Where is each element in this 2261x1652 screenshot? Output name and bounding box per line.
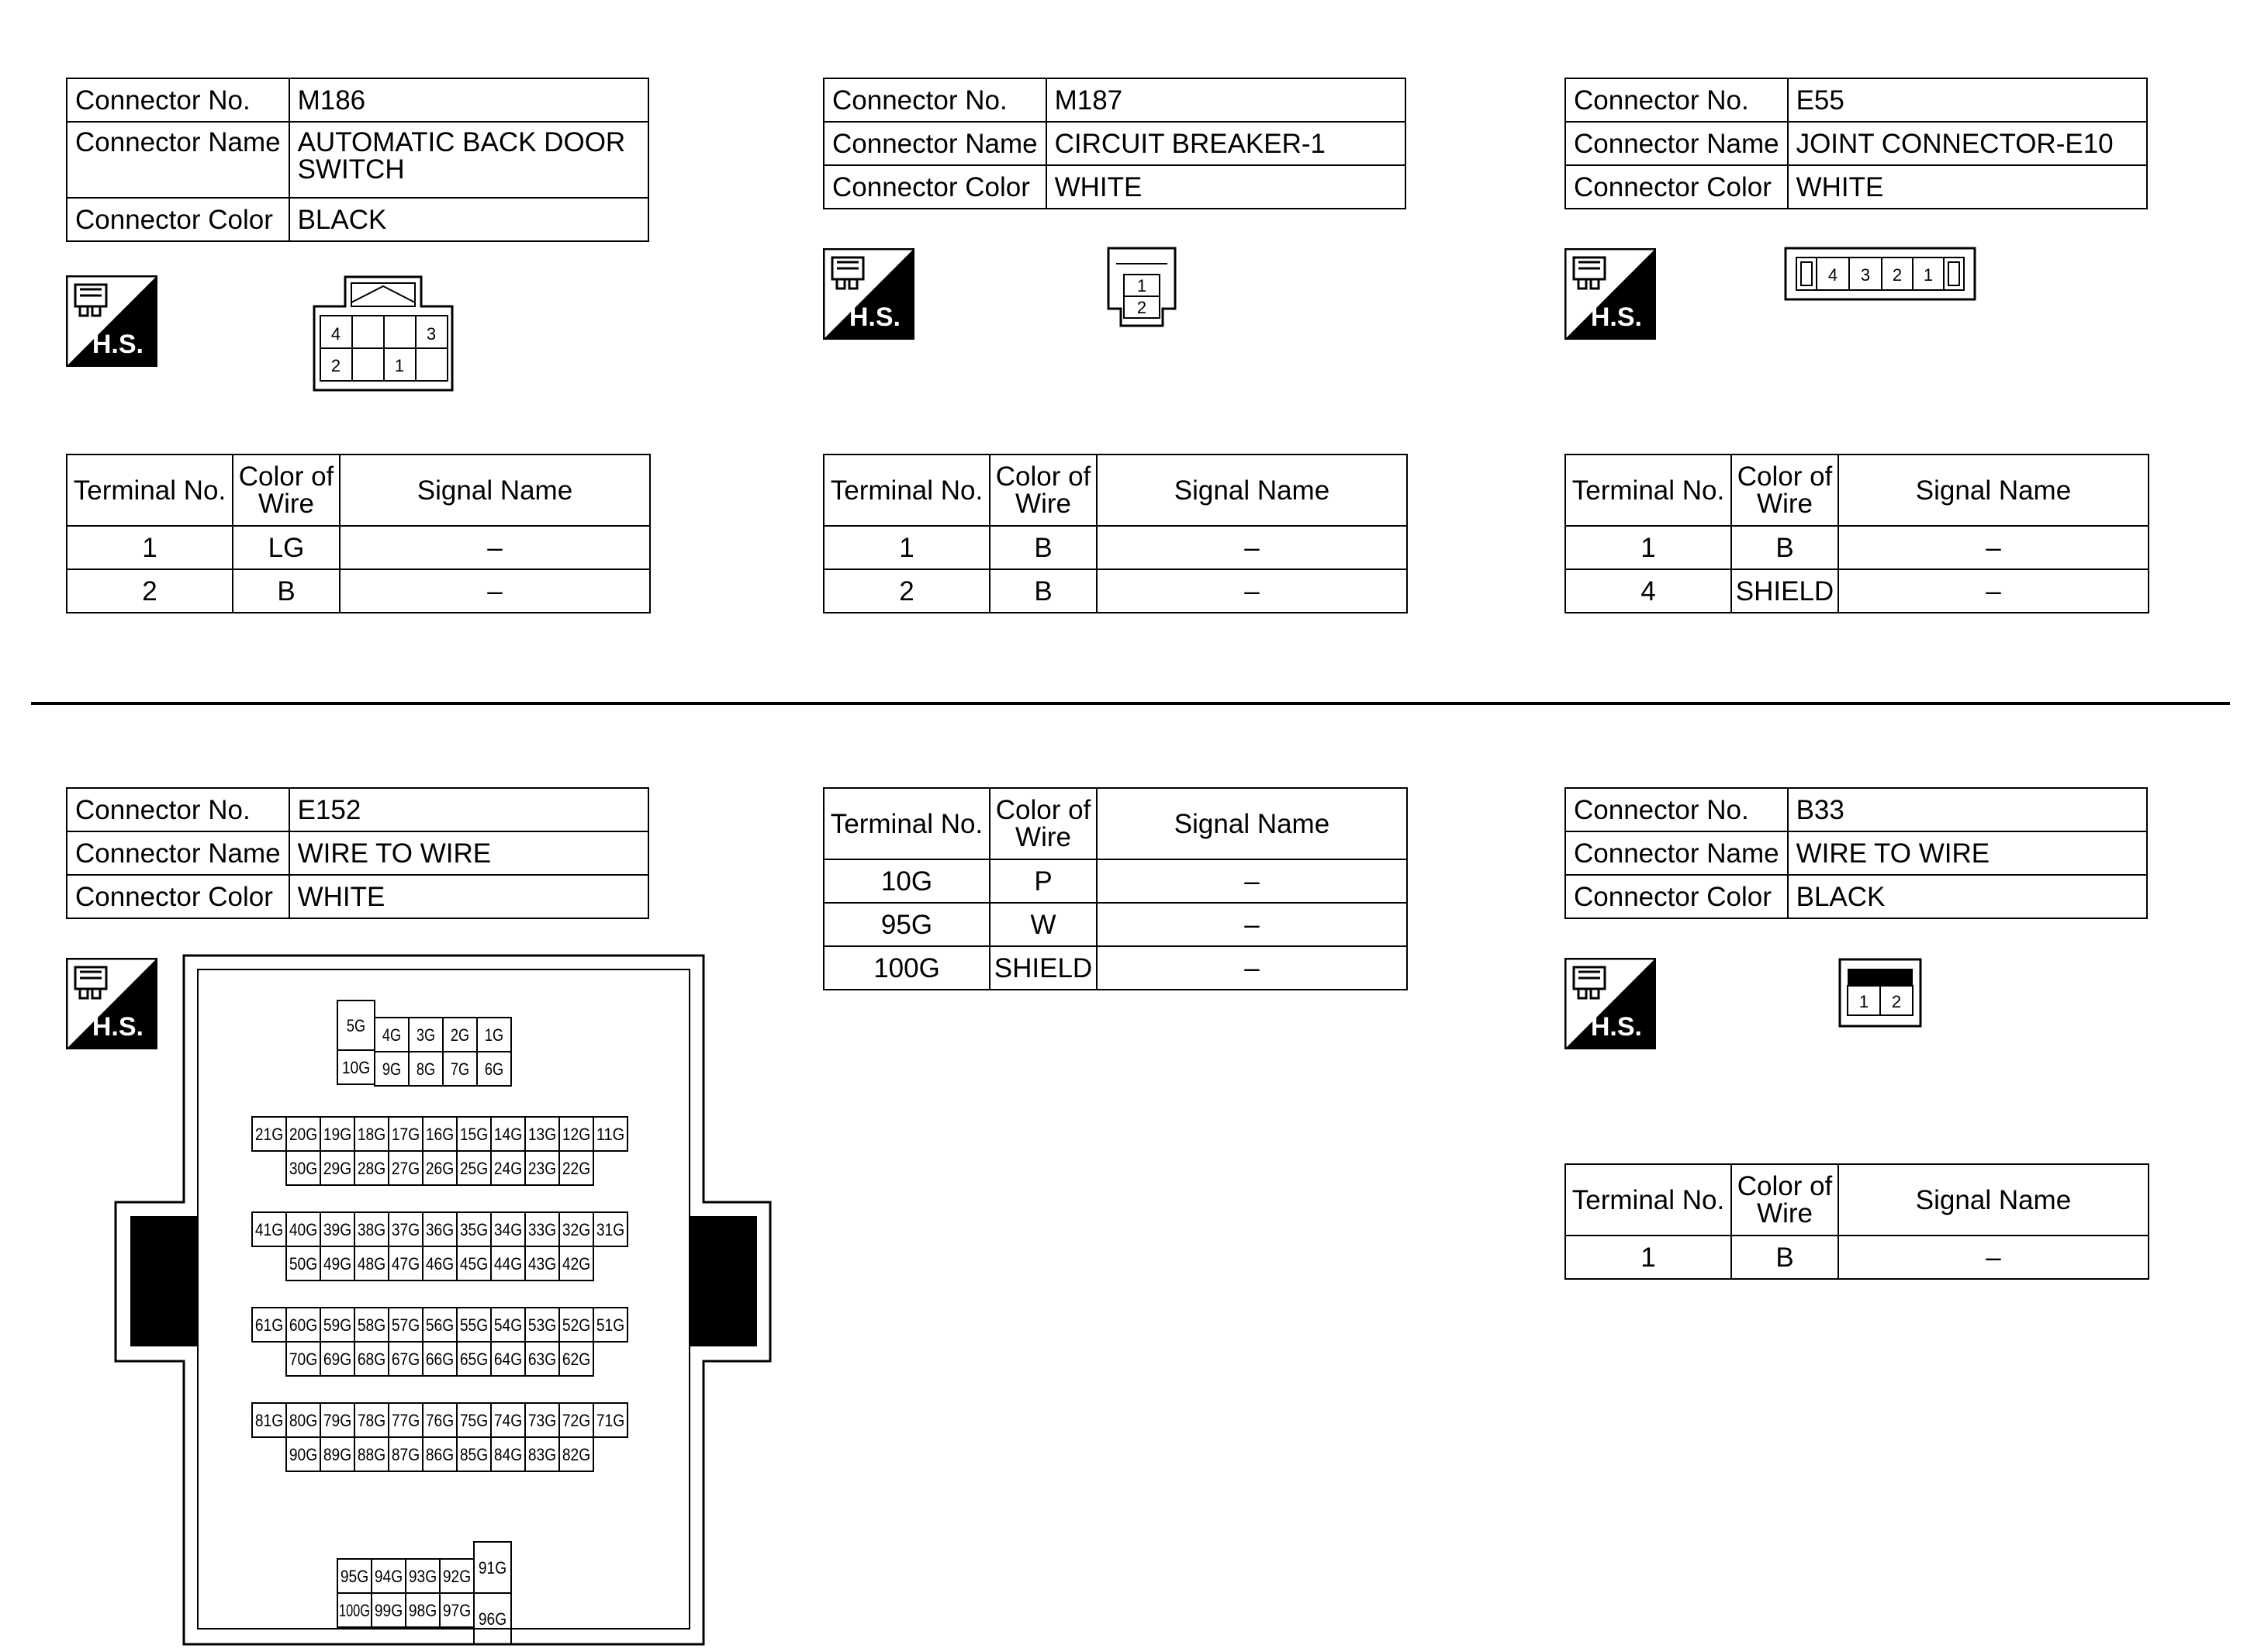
harness-side-icon [66,275,157,367]
wire-color-cell: W [990,903,1097,946]
pin-label: 75G [459,1410,489,1430]
signal-name-header: Signal Name [1838,1164,2149,1236]
pin-label: 64G [493,1349,523,1369]
pin-label: 12G [562,1124,591,1144]
pin-label: 1 [394,356,405,375]
table-row [1565,526,2149,569]
pin-label: 22G [562,1158,591,1178]
table-row [824,526,1407,569]
pin-label: 53G [527,1315,557,1335]
connector-no-row [824,78,1405,122]
connector-color-label: Connector Color [67,198,289,241]
pin-label: 49G [323,1253,352,1274]
m187-terminal-table [823,454,1408,613]
pin-label: 50G [289,1253,318,1274]
pin-label: 13G [527,1124,557,1144]
pin-label: 18G [357,1124,386,1144]
pin-label: 78G [357,1410,386,1430]
pin-label: 30G [289,1158,318,1178]
table-row [1565,1236,2149,1279]
pin-label: 43G [527,1253,557,1274]
signal-name-header: Signal Name [1097,454,1407,526]
connector-color-label: Connector Color [824,165,1046,209]
pin-label: 100G [339,1600,370,1620]
color-of-wire-header [1731,1164,1838,1236]
pin-label: 46G [425,1253,455,1274]
terminal-no-header: Terminal No. [824,454,990,526]
pin-label: 45G [459,1253,489,1274]
connector-name-row [1565,831,2147,875]
terminal-table-header [67,454,650,526]
signal-name-cell: – [1097,903,1407,946]
connector-name-label: Connector Name [67,122,289,198]
terminal-no-cell: 1 [1565,526,1731,569]
pin-label: 5G [346,1015,366,1035]
pin-label: 80G [289,1410,318,1430]
pin-label: 61G [254,1315,284,1335]
terminal-no-cell: 100G [824,946,990,990]
pin-label: 63G [527,1349,557,1369]
pin-label: 14G [493,1124,523,1144]
pin-label: 70G [289,1349,318,1369]
pin-label: 51G [596,1315,625,1335]
connector-no-row [67,788,648,831]
terminal-table-header [824,788,1407,859]
color-of-wire-line2: Wire [1015,489,1071,519]
m187-info-table [823,78,1406,209]
pin-label: 16G [425,1124,455,1144]
connector-name-label: Connector Name [67,831,289,875]
pin-label: 15G [459,1124,489,1144]
connector-no-label: Connector No. [67,78,289,122]
connector-name-value: JOINT CONNECTOR-E10 [1788,122,2147,165]
pin-label: 38G [357,1219,386,1239]
pin-label: 76G [425,1410,455,1430]
pin-label: 6G [484,1059,504,1079]
pin-label: 56G [425,1315,455,1335]
connector-no-label: Connector No. [1565,78,1788,122]
color-of-wire-line2: Wire [1015,822,1071,852]
e55-connector-face [1784,247,1978,302]
pin-label: 19G [323,1124,352,1144]
pin-label: 90G [289,1444,318,1464]
color-of-wire-line2: Wire [1757,489,1813,519]
terminal-no-header: Terminal No. [67,454,233,526]
pin-label: 2 [1891,992,1902,1011]
wire-color-cell: SHIELD [1731,569,1838,613]
connector-name-label: Connector Name [1565,122,1788,165]
pin-label: 42G [562,1253,591,1274]
connector-color-row [1565,165,2147,209]
connector-no-value: M186 [289,78,648,122]
color-of-wire-line2: Wire [258,489,314,519]
pin-label: 34G [493,1219,523,1239]
connector-name-line1: AUTOMATIC BACK DOOR [297,127,626,157]
color-of-wire-line1: Color of [995,461,1091,492]
pin-label: 2G [450,1025,470,1045]
pin-label: 10G [341,1057,371,1077]
pin-label: 94G [374,1566,403,1586]
e152-pin-grid [252,1001,627,1644]
wire-color-cell: P [990,859,1097,903]
hs-label: H.S. [1590,302,1642,332]
connector-color-label: Connector Color [1565,165,1788,209]
pin-label: 77G [391,1410,420,1430]
pin-label: 39G [323,1219,352,1239]
connector-color-value: BLACK [289,198,648,241]
pin-label: 59G [323,1315,352,1335]
terminal-no-cell: 1 [67,526,233,569]
connector-name-value: WIRE TO WIRE [289,831,648,875]
pin-label: 23G [527,1158,557,1178]
m186-connector-face [306,275,462,392]
pin-label: 86G [425,1444,455,1464]
color-of-wire-line1: Color of [238,461,334,492]
pin-label: 1 [1136,276,1147,295]
pin-label: 21G [254,1124,284,1144]
connector-no-row [1565,788,2147,831]
e55-terminal-table [1564,454,2149,613]
pin-label: 60G [289,1315,318,1335]
pin-label: 41G [254,1219,284,1239]
connector-name-row [824,122,1405,165]
pin-label: 2 [1892,265,1903,285]
pin-label: 4 [330,324,341,344]
harness-side-icon [823,248,914,340]
pin-label: 74G [493,1410,523,1430]
pin-label: 40G [289,1219,318,1239]
wire-color-cell: B [990,569,1097,613]
terminal-no-cell: 4 [1565,569,1731,613]
pin-label: 29G [323,1158,352,1178]
connector-color-label: Connector Color [1565,875,1788,918]
terminal-no-header: Terminal No. [1565,1164,1731,1236]
b33-connector-face [1838,958,1922,1028]
pin-label: 89G [323,1444,352,1464]
pin-label: 55G [459,1315,489,1335]
pin-label: 96G [478,1609,507,1629]
pin-label: 44G [493,1253,523,1274]
pin-label: 67G [391,1349,420,1369]
pin-label: 17G [391,1124,420,1144]
pin-label: 95G [340,1566,369,1586]
pin-label: 7G [450,1059,470,1079]
table-row [824,859,1407,903]
pin-label: 35G [459,1219,489,1239]
connector-color-value: WHITE [1788,165,2147,209]
pin-label: 66G [425,1349,455,1369]
pin-label: 82G [562,1444,591,1464]
b33-terminal-table [1564,1163,2149,1280]
terminal-no-cell: 10G [824,859,990,903]
connector-name-value: CIRCUIT BREAKER-1 [1046,122,1405,165]
pin-label: 48G [357,1253,386,1274]
harness-side-icon [1564,248,1656,340]
pin-label: 73G [527,1410,557,1430]
terminal-no-cell: 2 [824,569,990,613]
connector-color-value: BLACK [1788,875,2147,918]
wire-color-cell: B [990,526,1097,569]
table-row [824,946,1407,990]
terminal-table-header [824,454,1407,526]
pin-label: 54G [493,1315,523,1335]
connector-color-value: WHITE [1046,165,1405,209]
pin-label: 32G [562,1219,591,1239]
signal-name-cell: – [1838,569,2149,613]
color-of-wire-header [1731,454,1838,526]
pin-label: 33G [527,1219,557,1239]
pin-label: 20G [289,1124,318,1144]
signal-name-cell: – [340,569,650,613]
connector-name-row [67,122,648,198]
connector-no-value: B33 [1788,788,2147,831]
terminal-no-cell: 1 [824,526,990,569]
color-of-wire-header [990,454,1097,526]
connector-no-value: E55 [1788,78,2147,122]
pin-label: 1 [1923,265,1934,285]
pin-label: 2 [1136,298,1147,317]
harness-side-icon [1564,958,1656,1049]
pin-label: 57G [391,1315,420,1335]
pin-label: 4G [382,1025,402,1045]
connector-name-value: WIRE TO WIRE [1788,831,2147,875]
pin-label: 97G [442,1600,472,1620]
signal-name-header: Signal Name [340,454,650,526]
pin-label: 52G [562,1315,591,1335]
pin-label: 24G [493,1158,523,1178]
connector-no-value: M187 [1046,78,1405,122]
wire-color-cell: LG [233,526,340,569]
pin-label: 81G [254,1410,284,1430]
pin-label: 79G [323,1410,352,1430]
signal-name-cell: – [1838,1236,2149,1279]
pin-label: 28G [357,1158,386,1178]
table-row [824,903,1407,946]
signal-name-cell: – [1097,859,1407,903]
wire-color-cell: B [1731,1236,1838,1279]
pin-label: 36G [425,1219,455,1239]
pin-label: 26G [425,1158,455,1178]
pin-label: 1 [1858,992,1869,1011]
connector-color-label: Connector Color [67,875,289,918]
pin-label: 4 [1827,265,1838,285]
connector-color-row [67,875,648,918]
color-of-wire-line1: Color of [1737,461,1833,492]
pin-label: 25G [459,1158,489,1178]
connector-no-row [1565,78,2147,122]
pin-label: 37G [391,1219,420,1239]
pin-label: 87G [391,1444,420,1464]
signal-name-cell: – [1097,946,1407,990]
color-of-wire-header [990,788,1097,859]
hs-label: H.S. [1590,1012,1642,1042]
wire-color-cell: B [233,569,340,613]
m187-connector-face [1105,247,1180,329]
terminal-table-header [1565,1164,2149,1236]
connector-no-label: Connector No. [1565,788,1788,831]
connector-color-value: WHITE [289,875,648,918]
connector-name-value [289,122,648,198]
pin-label: 9G [382,1059,402,1079]
pin-label: 99G [374,1600,403,1620]
connector-no-value: E152 [289,788,648,831]
table-row [67,569,650,613]
pin-label: 62G [562,1349,591,1369]
pin-label: 84G [493,1444,523,1464]
e152-info-table [66,787,649,919]
color-of-wire-line1: Color of [995,795,1091,825]
signal-name-cell: – [1097,526,1407,569]
connector-color-row [824,165,1405,209]
m186-info-table [66,78,649,242]
connector-name-label: Connector Name [824,122,1046,165]
pin-label: 1G [484,1025,504,1045]
terminal-no-header: Terminal No. [824,788,990,859]
pin-label: 11G [596,1124,625,1144]
pin-label: 68G [357,1349,386,1369]
pin-label: 71G [596,1410,625,1430]
terminal-no-cell: 2 [67,569,233,613]
pin-label: 8G [416,1059,436,1079]
connector-color-row [1565,875,2147,918]
pin-label: 88G [357,1444,386,1464]
signal-name-cell: – [1097,569,1407,613]
hs-label: H.S. [849,302,901,332]
pin-label: 3 [426,324,437,344]
table-row [1565,569,2149,613]
terminal-table-header [1565,454,2149,526]
m186-terminal-table [66,454,651,613]
pin-label: 98G [408,1600,437,1620]
hs-label: H.S. [92,1012,143,1042]
connector-color-row [67,198,648,241]
table-row [824,569,1407,613]
pin-label: 27G [391,1158,420,1178]
pin-label: 83G [527,1444,557,1464]
pin-label: 85G [459,1444,489,1464]
color-of-wire-header [233,454,340,526]
wire-color-cell: B [1731,526,1838,569]
color-of-wire-line1: Color of [1737,1171,1833,1201]
color-of-wire-line2: Wire [1757,1198,1813,1229]
pin-label: 58G [357,1315,386,1335]
pin-label: 72G [562,1410,591,1430]
connector-name-label: Connector Name [1565,831,1788,875]
signal-name-header: Signal Name [1838,454,2149,526]
e152-terminal-table [823,787,1408,990]
pin-label: 69G [323,1349,352,1369]
connector-name-line2: SWITCH [297,154,405,185]
pin-label: 2 [330,356,341,375]
pin-label: 91G [478,1557,507,1578]
terminal-no-header: Terminal No. [1565,454,1731,526]
e152-connector-face [112,954,772,1648]
pin-label: 3 [1860,265,1871,285]
connector-name-row [1565,122,2147,165]
connector-name-row [67,831,648,875]
pin-label: 47G [391,1253,420,1274]
b33-info-table [1564,787,2148,919]
e55-info-table [1564,78,2148,209]
connector-no-label: Connector No. [67,788,289,831]
pin-label: 3G [416,1025,436,1045]
signal-name-cell: – [1838,526,2149,569]
terminal-no-cell: 95G [824,903,990,946]
signal-name-cell: – [340,526,650,569]
pin-label: 93G [408,1566,437,1586]
pin-label: 92G [442,1566,472,1586]
pin-label: 65G [459,1349,489,1369]
terminal-no-cell: 1 [1565,1236,1731,1279]
connector-no-row [67,78,648,122]
connector-no-label: Connector No. [824,78,1046,122]
signal-name-header: Signal Name [1097,788,1407,859]
table-row [67,526,650,569]
pin-label: 31G [596,1219,625,1239]
section-divider [31,702,2230,705]
wire-color-cell: SHIELD [990,946,1097,990]
hs-label: H.S. [92,330,143,359]
